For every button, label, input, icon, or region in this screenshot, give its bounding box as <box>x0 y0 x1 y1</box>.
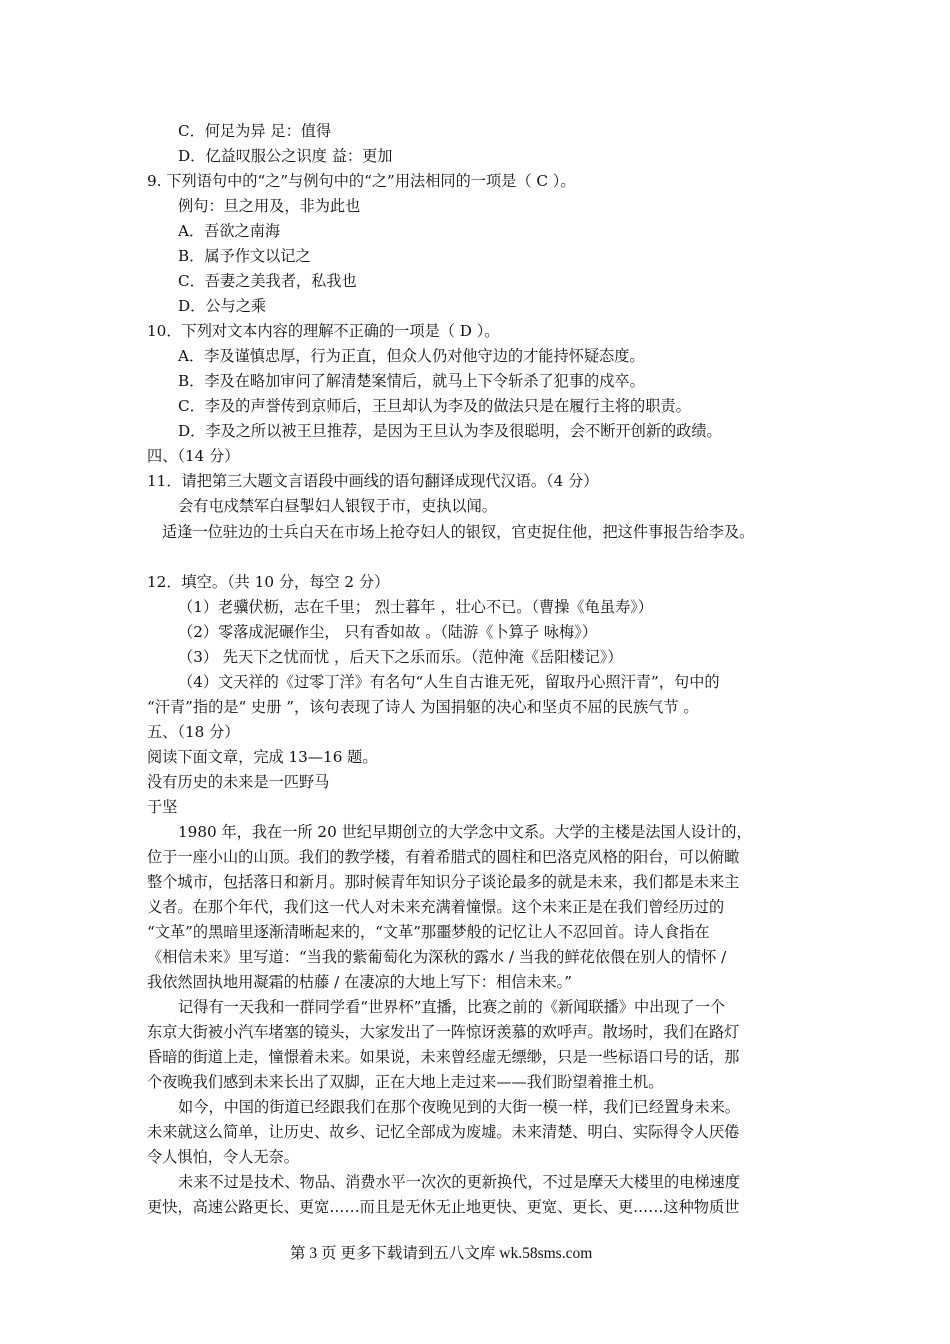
text-line: 会有屯戍禁军白昼掣妇人银钗于市，吏执以闻。 <box>178 497 497 515</box>
text-line: （1）老骥伏枥，志在千里； 烈士暮年 ，壮心不已。（曹操《龟虽寿》） <box>178 598 653 616</box>
text-line: 例句：旦之用及，非为此也 <box>178 197 361 215</box>
text-line: D．公与之乘 <box>178 297 267 315</box>
paragraph-line: 记得有一天我和一群同学看“世界杯”直播，比赛之前的《新闻联播》中出现了一个 <box>178 998 726 1016</box>
text-line: C．吾妻之美我者，私我也 <box>178 272 357 290</box>
paragraph-line: 未来不过是技术、物品、消费水平一次次的更新换代，不过是摩天大楼里的电梯速度 <box>178 1173 740 1191</box>
text-line: 阅读下面文章，完成 13—16 题。 <box>147 748 378 766</box>
paragraph-line: 东京大街被小汽车堵塞的镜头，大家发出了一阵惊讶羡慕的欢呼声。散场时，我们在路灯 <box>147 1023 740 1041</box>
paragraph-line: 更快，高速公路更长、更宽……而且是无休无止地更快、更宽、更长、更……这种物质世 <box>147 1198 740 1216</box>
paragraph-line: “文革”的黑暗里逐渐清晰起来的，“文革”那噩梦般的记忆让人不忍回首。诗人食指在 <box>147 923 710 941</box>
article-title: 没有历史的未来是一匹野马 <box>147 773 330 791</box>
paragraph-line: 未来就这么简单，让历史、故乡、记忆全部成为废墟。未来清楚、明白、实际得令人厌倦 <box>147 1123 740 1141</box>
paragraph-line: 义者。在那个年代，我们这一代人对未来充满着憧憬。这个未来正是在我们曾经历过的 <box>147 898 725 916</box>
text-line: （4）文天祥的《过零丁洋》有名句“人生自古谁无死，留取丹心照汗青”，句中的 <box>178 673 720 691</box>
text-line: D．李及之所以被王旦推荐，是因为王旦认为李及很聪明，会不断开创新的政绩。 <box>178 422 722 440</box>
paragraph-line: 1980 年，我在一所 20 世纪早期创立的大学念中文系。大学的主楼是法国人设计的， <box>178 823 752 841</box>
text-line: A．李及谨慎忠厚，行为正直，但众人仍对他守边的才能持怀疑态度。 <box>178 347 645 365</box>
answer-line: 适逢一位驻边的士兵白天在市场上抢夺妇人的银钗，官吏捉住他，把这件事报告给李及。 <box>162 523 755 541</box>
article-author: 于坚 <box>147 798 178 816</box>
paragraph-line: 整个城市，包括落日和新月。那时候青年知识分子谈论最多的就是未来，我们都是未来主 <box>147 873 740 891</box>
paragraph-line: 《相信未来》里写道：“当我的紫葡萄化为深秋的露水 / 当我的鲜花依偎在别人的情怀 / <box>147 948 727 966</box>
text-line: C．何足为异 足：值得 <box>178 122 332 140</box>
paragraph-line: 昏暗的街道上走，憧憬着未来。如果说，未来曾经虚无缥缈，只是一些标语口号的话，那 <box>147 1048 740 1066</box>
text-line: 12．填空。（共 10 分，每空 2 分） <box>147 573 390 591</box>
section-heading: 五、（18 分） <box>147 723 240 741</box>
text-line: 11．请把第三大题文言语段中画线的语句翻译成现代汉语。（4 分） <box>147 472 599 490</box>
paragraph-line: 令人惧怕，令人无奈。 <box>147 1148 299 1166</box>
text-line: （3） 先天下之忧而忧 ，后天下之乐而乐。（范仲淹《岳阳楼记》） <box>178 648 623 666</box>
section-heading: 四、（14 分） <box>147 447 240 465</box>
text-line: C．李及的声誉传到京师后，王旦却认为李及的做法只是在履行主将的职责。 <box>178 397 691 415</box>
text-line: A．吾欲之南海 <box>178 222 281 240</box>
paragraph-line: 位于一座小山的山顶。我们的教学楼，有着希腊式的圆柱和巴洛克风格的阳台，可以俯瞰 <box>147 848 740 866</box>
text-line: 9. 下列语句中的“之”与例句中的“之”用法相同的一项是（ C ）。 <box>147 172 576 190</box>
text-line: B．李及在略加审问了解清楚案情后，就马上下令斩杀了犯事的戍卒。 <box>178 372 645 390</box>
text-line: 10．下列对文本内容的理解不正确的一项是（ D ）。 <box>147 322 500 340</box>
paragraph-line: 如今，中国的街道已经跟我们在那个夜晚见到的大街一模一样，我们已经置身未来。 <box>178 1098 740 1116</box>
page-footer: 第 3 页 更多下载请到五八文库 wk.58sms.com <box>290 1245 593 1262</box>
text-line: “汗青”指的是“ 史册 ”，该句表现了诗人 为国捐躯的决心和坚贞不屈的民族气节 。 <box>147 698 699 716</box>
text-line: D．亿益叹服公之识度 益：更加 <box>178 147 393 165</box>
text-line: B．属予作文以记之 <box>178 247 311 265</box>
text-line: （2）零落成泥碾作尘， 只有香如故 。（陆游《卜算子 咏梅》） <box>178 623 598 641</box>
paragraph-line: 个夜晚我们感到未来长出了双脚，正在大地上走过来——我们盼望着推土机。 <box>147 1073 664 1091</box>
paragraph-line: 我依然固执地用凝霜的枯藤 / 在凄凉的大地上写下：相信未来。” <box>147 973 572 991</box>
